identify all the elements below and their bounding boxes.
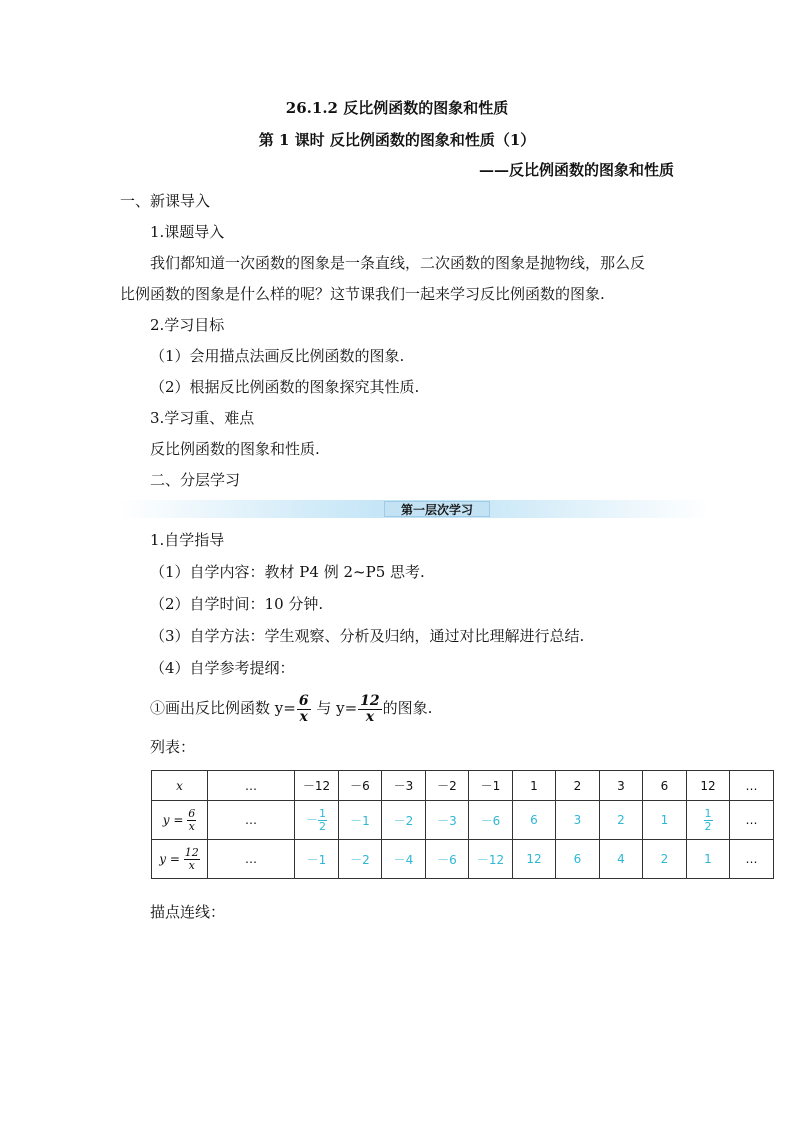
fraction-sign: － — [305, 812, 318, 827]
intro-paragraph-line-2: 比例函数的图象是什么样的呢？这节课我们一起来学习反比例函数的图象. — [120, 285, 605, 303]
subsection-self-study: 1.自学指导 — [150, 531, 225, 549]
self-study-item-3: （3）自学方法：学生观察、分析及归纳，通过对比理解进行总结. — [150, 627, 585, 645]
list-label: 列表： — [150, 738, 196, 756]
table-cell: 2 — [600, 801, 643, 840]
subsection-goals: 2.学习目标 — [150, 316, 225, 334]
table-cell: －2 — [382, 801, 426, 840]
table-cell: 2 — [643, 840, 687, 879]
self-study-item-4: （4）自学参考提纲： — [150, 659, 295, 677]
fraction-6-over-x — [297, 694, 311, 725]
level-banner-label: 第一层次学习 — [384, 501, 490, 517]
table-cell: 6 — [513, 801, 556, 840]
table-cell: 1 — [687, 840, 730, 879]
row-label-prefix: y = — [162, 812, 184, 827]
table-cell: －6 — [469, 801, 513, 840]
value-table — [151, 770, 774, 879]
fraction-denominator: x — [299, 708, 308, 725]
fraction-denominator: x — [188, 819, 195, 833]
row-label-y-6-over-x — [152, 801, 208, 840]
fraction-denominator: x — [365, 708, 375, 725]
row-label-fraction — [184, 847, 200, 872]
fraction-12-over-x — [358, 694, 381, 725]
task-drawing-line — [150, 688, 432, 728]
cell-fraction — [318, 808, 327, 833]
table-cell: －4 — [382, 840, 426, 879]
fraction-numerator: 12 — [360, 692, 380, 709]
fraction-denominator: 2 — [319, 819, 326, 833]
table-cell: －1 — [295, 840, 339, 879]
table-cell: －2 — [426, 771, 469, 801]
table-cell: 6 — [643, 771, 687, 801]
row-label-prefix: y = — [159, 851, 180, 866]
table-cell: －3 — [426, 801, 469, 840]
table-cell: 1 — [643, 801, 687, 840]
table-cell: －12 — [469, 840, 513, 879]
row-label-y-12-over-x — [152, 840, 208, 879]
fraction-numerator: 6 — [188, 806, 196, 820]
cell-fraction — [704, 808, 713, 833]
fraction-numerator: 1 — [319, 806, 326, 820]
table-cell: … — [208, 801, 295, 840]
table-cell: －12 — [295, 771, 339, 801]
plot-label: 描点连线： — [150, 903, 226, 921]
table-cell: 3 — [600, 771, 643, 801]
table-cell: … — [730, 771, 774, 801]
subsection-intro: 1.课题导入 — [150, 223, 225, 241]
table-row-y-12-over-x — [152, 840, 774, 879]
fraction-denominator: 2 — [704, 819, 712, 833]
section-1-title: 一、新课导入 — [120, 192, 211, 210]
subsection-key-points: 3.学习重、难点 — [150, 409, 255, 427]
goal-item-1: （1）会用描点法画反比例函数的图象. — [150, 347, 405, 365]
table-cell — [295, 801, 339, 840]
section-heading: 26.1.2 反比例函数的图象和性质 — [285, 99, 509, 117]
table-cell: －6 — [426, 840, 469, 879]
table-cell: 2 — [556, 771, 600, 801]
table-cell: －1 — [469, 771, 513, 801]
lesson-subtitle: ——反比例函数的图象和性质 — [478, 161, 674, 179]
task-prefix: ①画出反比例函数 y= — [150, 699, 296, 717]
row-label-fraction — [187, 808, 196, 833]
table-cell: … — [730, 840, 774, 879]
table-cell: 12 — [513, 840, 556, 879]
table-cell: －2 — [339, 840, 382, 879]
table-cell: 1 — [513, 771, 556, 801]
table-cell: … — [208, 840, 295, 879]
table-cell: 4 — [600, 840, 643, 879]
table-cell: －6 — [339, 771, 382, 801]
table-cell: 6 — [556, 840, 600, 879]
self-study-item-1: （1）自学内容：教材 P4 例 2~P5 思考. — [150, 563, 425, 581]
task-middle: 与 y= — [311, 699, 358, 717]
table-cell: 3 — [556, 801, 600, 840]
row-label-x: x — [152, 771, 208, 801]
fraction-denominator: x — [188, 858, 195, 872]
table-cell: －1 — [339, 801, 382, 840]
self-study-item-2: （2）自学时间：10 分钟. — [150, 595, 324, 613]
table-row-x — [152, 771, 774, 801]
fraction-numerator: 6 — [298, 692, 309, 709]
task-suffix: 的图象. — [382, 699, 433, 717]
lesson-title: 第 1 课时 反比例函数的图象和性质（1） — [258, 131, 536, 149]
key-point-text: 反比例函数的图象和性质. — [150, 440, 320, 458]
fraction-numerator: 1 — [704, 806, 712, 820]
section-2-title: 二、分层学习 — [150, 471, 241, 489]
table-row-y-6-over-x — [152, 801, 774, 840]
goal-item-2: （2）根据反比例函数的图象探究其性质. — [150, 378, 420, 396]
table-cell: … — [730, 801, 774, 840]
table-cell: －3 — [382, 771, 426, 801]
table-cell: … — [208, 771, 295, 801]
table-cell — [687, 801, 730, 840]
intro-paragraph-line-1: 我们都知道一次函数的图象是一条直线，二次函数的图象是抛物线，那么反 — [150, 254, 646, 272]
fraction-numerator: 12 — [184, 845, 199, 859]
table-cell: 12 — [687, 771, 730, 801]
